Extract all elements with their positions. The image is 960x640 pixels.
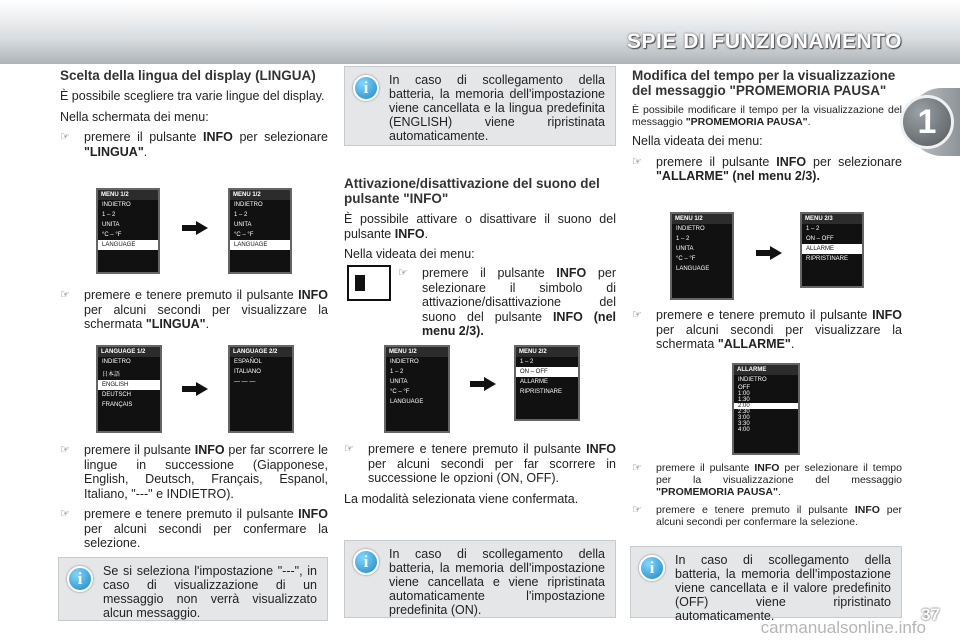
arrow-right-icon	[182, 221, 208, 235]
screen-language-1-2: LANGUAGE 1/2 INDIETRO 日本語 ENGLISH DEUTSCH FRANÇAIS	[96, 345, 162, 433]
step-4: ☞ premere e tenere premuto il pulsante INFO per alcuni secondi per confermare la selezione.	[60, 507, 328, 550]
screen-menu-1-2: MENU 1/2 INDIETRO 1 – 2 UNITA °C – °F LANGUAGE	[670, 212, 734, 300]
menu-text: Nella videata dei menu:	[344, 247, 475, 261]
header-bar	[0, 0, 960, 64]
info-icon: i	[639, 555, 665, 581]
info-box-language: i Se si seleziona l'impostazione "---", in caso di visualizzazione di un messaggio non verrà visualizzato alcun messaggio.	[58, 557, 328, 621]
section-heading-pause: Modifica del tempo per la visualizzazione del messaggio "PROMEMORIA PAUSA"	[632, 68, 896, 98]
page-number: 37	[921, 605, 940, 624]
column-info-sound-step1	[398, 260, 616, 339]
info-box-battery-language: i In caso di scollegamento della batteria, la memoria dell'impostazione viene cancellata e la lingua predefinita (ENGLISH) viene ripristinata automaticamente.	[344, 66, 616, 146]
column-language-step2	[60, 282, 328, 332]
arrow-right-icon	[182, 382, 208, 396]
menu-text: Nella schermata dei menu:	[60, 109, 209, 124]
info-box-battery-sound: i In caso di scollegamento della batteria, la memoria dell'impostazione viene cancellata e viene ripristinata automaticamente l'impostazione predefinita (ON).	[344, 540, 616, 618]
step-1: ☞ premere il pulsante INFO per selezionare "LINGUA".	[60, 130, 328, 159]
hand-pointer-icon: ☞	[60, 131, 70, 143]
info-icon: i	[67, 566, 93, 592]
column-language	[60, 68, 328, 159]
info-box-battery-pause: i In caso di scollegamento della batteria, la memoria dell'impostazione viene cancellata e il valore predefinito (OFF) viene ripristinato automaticamente.	[630, 546, 902, 618]
chapter-number: 1	[900, 95, 954, 149]
hand-pointer-icon: ☞	[632, 309, 642, 321]
column-pause-step2	[632, 302, 902, 352]
section-heading-language: Scelta della lingua del display (LINGUA)	[60, 68, 316, 83]
step-3: ☞ premere il pulsante INFO per far scorrere le lingue in successione (Giapponese, English, Deutsch, Français, Espanol, Italiano, "---" e INDIETRO).	[60, 443, 329, 501]
screen-menu-1-2: MENU 1/2 INDIETRO 1 – 2 UNITA °C – °F LANGUAGE	[96, 188, 160, 274]
column-info-sound-step2	[344, 436, 616, 506]
screen-menu-1-2: MENU 1/2 INDIETRO 1 – 2 UNITA °C – °F LANGUAGE	[384, 345, 450, 433]
arrow-right-icon	[470, 377, 496, 391]
confirm-text: La modalità selezionata viene confermata.	[344, 491, 579, 506]
arrow-right-icon	[756, 246, 782, 260]
info-icon: i	[353, 549, 379, 575]
speaker-icon	[347, 265, 391, 301]
hand-pointer-icon: ☞	[398, 267, 408, 279]
info-icon: i	[353, 75, 379, 101]
screen-menu-2-3: MENU 2/2 1 – 2 ON – OFF ALLARME RIPRISTINARE	[514, 345, 580, 421]
step-1: ☞ premere il pulsante INFO per selezionare "ALLARME" (nel menu 2/3).	[632, 154, 902, 183]
screen-menu-2-3-allarme: MENU 2/3 1 – 2 ON – OFF ALLARME RIPRISTINARE	[800, 212, 864, 288]
hand-pointer-icon: ☞	[60, 289, 70, 301]
screen-menu-language-selected: MENU 1/2 INDIETRO 1 – 2 UNITA °C – °F LANGUAGE	[228, 188, 292, 274]
page-title: SPIE DI FUNZIONAMENTO	[627, 30, 902, 53]
column-info-sound	[344, 176, 616, 262]
intro-text: È possibile modificare il tempo per la visualizzazione del messaggio "PROMEMORIA PAUSA".	[632, 104, 902, 128]
hand-pointer-icon: ☞	[632, 504, 642, 516]
step-2: ☞ premere e tenere premuto il pulsante INFO per alcuni secondi per visualizzare la schermata "LINGUA".	[60, 288, 328, 331]
step-3: ☞ premere il pulsante INFO per selezionare il tempo per la visualizzazione del messaggio "PROMEMORIA PAUSA".	[632, 462, 902, 498]
hand-pointer-icon: ☞	[344, 443, 354, 455]
hand-pointer-icon: ☞	[60, 508, 70, 520]
menu-text: Nella videata dei menu:	[632, 134, 763, 148]
column-language-steps-3-4	[60, 437, 328, 551]
hand-pointer-icon: ☞	[60, 444, 70, 456]
step-1: ☞ premere il pulsante INFO per selezionare il simbolo di attivazione/disattivazione del suono del pulsante INFO (nel menu 2/3).	[398, 266, 616, 338]
step-2: ☞ premere e tenere premuto il pulsante INFO per alcuni secondi per far scorrere in successione le opzioni (ON, OFF).	[344, 442, 616, 485]
step-4: ☞ premere e tenere premuto il pulsante INFO per alcuni secondi per confermare la selezione.	[632, 504, 902, 528]
step-2: ☞ premere e tenere premuto il pulsante INFO per alcuni secondi per visualizzare la schermata "ALLARME".	[632, 308, 902, 351]
section-heading-info-sound: Attivazione/disattivazione del suono del pulsante "INFO"	[344, 176, 600, 206]
column-pause-reminder	[632, 68, 902, 184]
intro-text: È possibile scegliere tra varie lingue del display.	[60, 89, 325, 103]
screen-allarme-times: ALLARME INDIETRO OFF 1:00 1:30 2:00 2:30 3:00 3:30 4:00	[732, 363, 800, 455]
hand-pointer-icon: ☞	[632, 462, 642, 474]
hand-pointer-icon: ☞	[632, 155, 642, 168]
screen-language-2-2: LANGUAGE 2/2 ESPAÑOL ITALIANO — — —	[228, 345, 294, 433]
intro-text: È possibile attivare o disattivare il suono del pulsante INFO.	[344, 212, 616, 241]
column-pause-steps-3-4	[632, 456, 902, 528]
watermark: carmanualsonline.info	[760, 618, 926, 637]
